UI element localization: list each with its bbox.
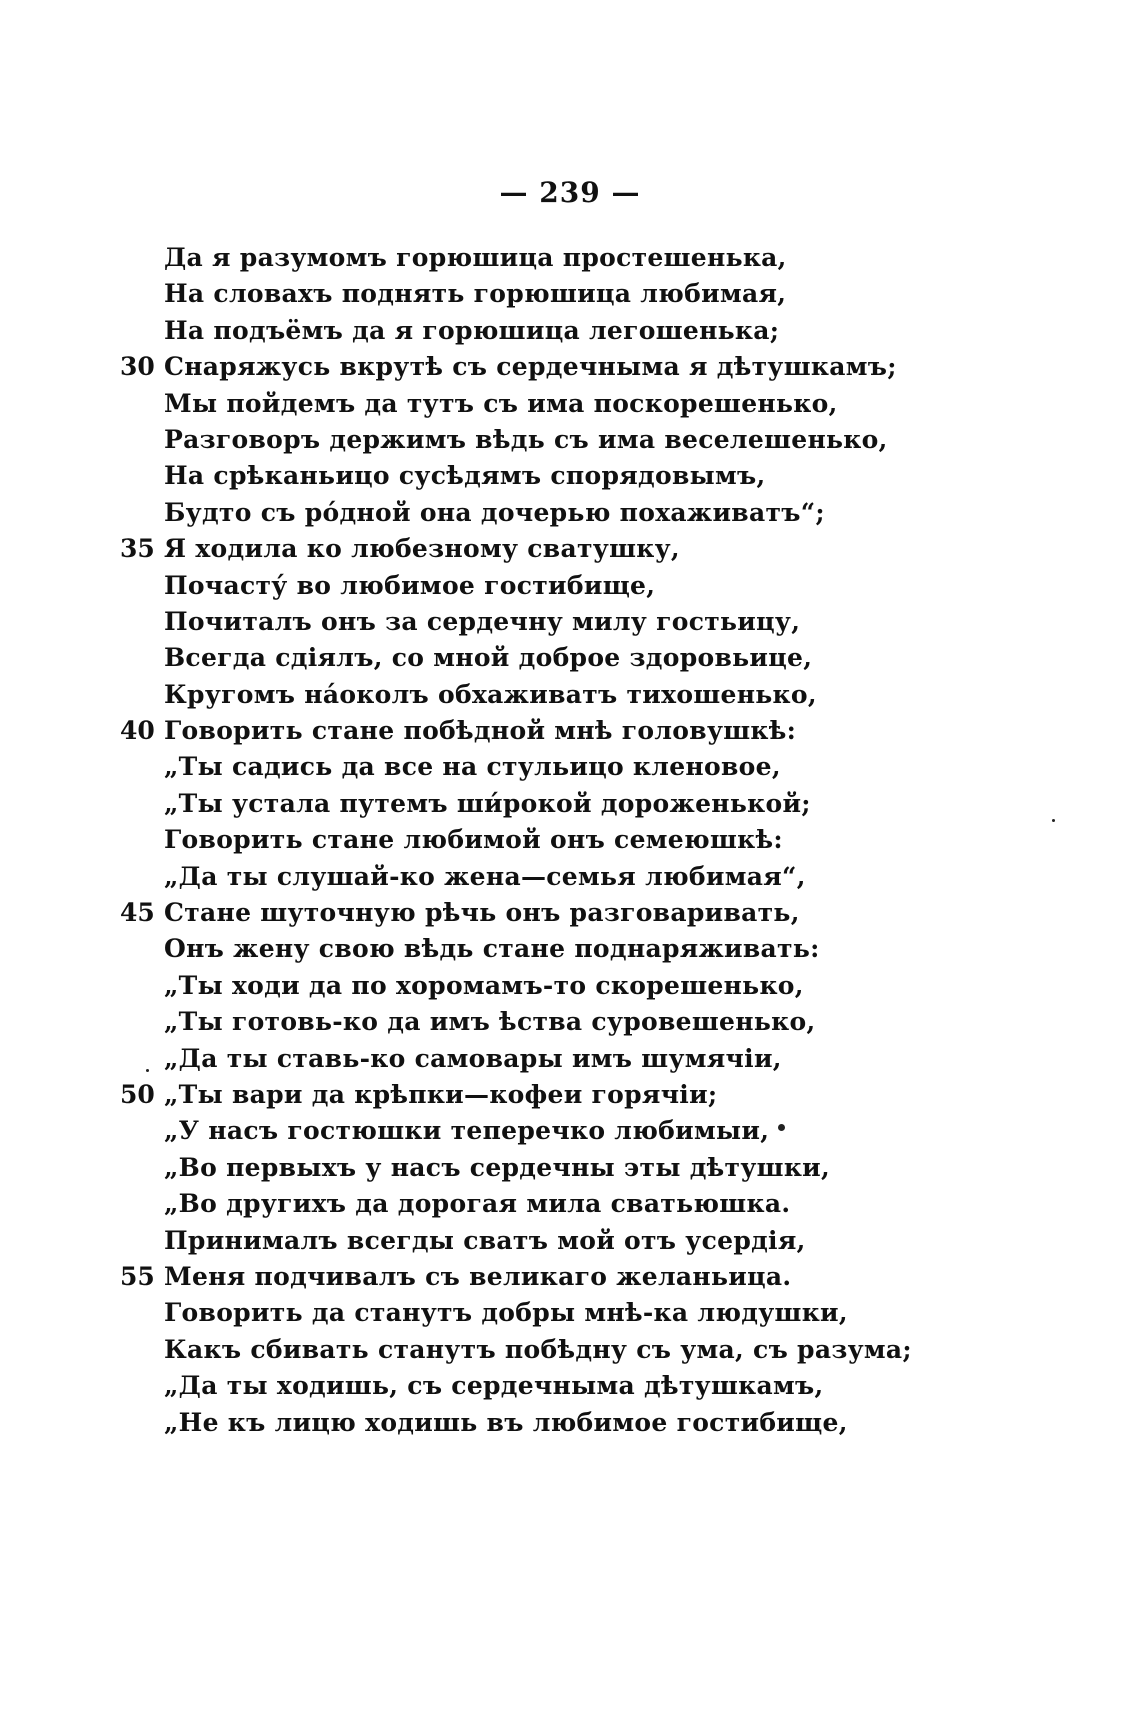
line-text: Принималъ всегды сватъ мой отъ усердiя, bbox=[164, 1225, 806, 1255]
verse-line bbox=[0, 1295, 1140, 1331]
verse-line bbox=[0, 386, 1140, 422]
verse-line bbox=[0, 1150, 1140, 1186]
verse-line bbox=[0, 1223, 1140, 1259]
line-text: Меня подчивалъ съ великаго желаньица. bbox=[164, 1261, 792, 1291]
line-text: „Да ты ставь-ко самовары имъ шумячiи, bbox=[164, 1043, 782, 1073]
verse-line bbox=[0, 859, 1140, 895]
verse-line bbox=[0, 1332, 1140, 1368]
line-text: „Ты ходи да по хоромамъ-то скорешенько, bbox=[164, 970, 804, 1000]
verse-line bbox=[0, 822, 1140, 858]
line-text: „Во первыхъ у насъ сердечны эты дѣтушки, bbox=[164, 1152, 831, 1182]
line-number: 50 bbox=[120, 1079, 155, 1109]
ink-speck bbox=[146, 1069, 149, 1072]
verse-line bbox=[0, 604, 1140, 640]
verse-line bbox=[0, 349, 1140, 385]
line-text: Стане шуточную рѣчь онъ разговаривать, bbox=[164, 898, 800, 928]
verse-line bbox=[0, 240, 1140, 276]
line-text: Онъ жену свою вѣдь стане поднаряживать: bbox=[164, 934, 820, 964]
line-text: „Ты вари да крѣпки—кофеи горячiи; bbox=[164, 1079, 718, 1109]
line-text: „Ты устала путемъ ши́рокой дороженькой; bbox=[164, 788, 811, 818]
line-text: „У насъ гостюшки теперечко любимыи, bbox=[164, 1116, 770, 1146]
verse-line bbox=[0, 786, 1140, 822]
ink-speck bbox=[778, 1124, 785, 1131]
line-text: „Ты готовь-ко да имъ ѣства суровешенько, bbox=[164, 1007, 816, 1037]
verse-line bbox=[0, 1077, 1140, 1113]
verse-line bbox=[0, 1004, 1140, 1040]
verse-line bbox=[0, 1259, 1140, 1295]
verse-line bbox=[0, 931, 1140, 967]
ink-speck bbox=[1052, 819, 1055, 822]
line-text: Мы пойдемъ да тутъ съ има поскорешенько, bbox=[164, 388, 838, 418]
verse-line bbox=[0, 1113, 1140, 1149]
verse-line bbox=[0, 895, 1140, 931]
line-text: Говорить стане любимой онъ семеюшкѣ: bbox=[164, 825, 783, 855]
verse-line bbox=[0, 968, 1140, 1004]
line-text: На срѣканьицо сусѣдямъ спорядовымъ, bbox=[164, 461, 766, 491]
line-text: „Да ты слушай-ко жена—семья любимая“, bbox=[164, 861, 806, 891]
line-text: „Не къ лицю ходишь въ любимое гостибище, bbox=[164, 1407, 848, 1437]
line-text: На словахъ поднять горюшица любимая, bbox=[164, 279, 787, 309]
verse-line bbox=[0, 1405, 1140, 1441]
line-text: „Да ты ходишь, съ сердечныма дѣтушкамъ, bbox=[164, 1371, 824, 1401]
line-number: 40 bbox=[120, 716, 155, 746]
verse-line bbox=[0, 677, 1140, 713]
line-text: Кругомъ на́околъ обхаживатъ тихошенько, bbox=[164, 679, 817, 709]
verse-line bbox=[0, 422, 1140, 458]
page-number: — 239 — bbox=[499, 176, 641, 209]
line-text: Говорить да станутъ добры мнѣ-ка людушки, bbox=[164, 1298, 848, 1328]
line-text: Почиталъ онъ за сердечну милу гостьицу, bbox=[164, 606, 801, 636]
verse-line bbox=[0, 495, 1140, 531]
line-text: Почасту́ во любимое гостибище, bbox=[164, 570, 656, 600]
line-text: Говорить стане побѣдной мнѣ головушкѣ: bbox=[164, 716, 797, 746]
line-text: Снаряжусь вкрутѣ съ сердечныма я дѣтушкамъ; bbox=[164, 352, 897, 382]
verse-line bbox=[0, 531, 1140, 567]
line-text: Будто съ ро́дной она дочерью похаживатъ“; bbox=[164, 497, 825, 527]
line-text: Разговоръ держимъ вѣдь съ има веселешенько, bbox=[164, 424, 888, 454]
verse-line bbox=[0, 313, 1140, 349]
verse-line bbox=[0, 458, 1140, 494]
verse-line bbox=[0, 1368, 1140, 1404]
line-text: „Во другихъ да дорогая мила сватьюшка. bbox=[164, 1189, 791, 1219]
line-text: Какъ сбивать станутъ побѣдну съ ума, съ разума; bbox=[164, 1334, 912, 1364]
verse-line bbox=[0, 713, 1140, 749]
verse-line bbox=[0, 568, 1140, 604]
line-number: 30 bbox=[120, 352, 155, 382]
verse-line bbox=[0, 276, 1140, 312]
poem-body bbox=[0, 240, 1140, 1441]
line-text: На подъёмъ да я горюшица легошенька; bbox=[164, 315, 780, 345]
verse-line bbox=[0, 1041, 1140, 1077]
line-text: „Ты садись да все на стульицо кленовое, bbox=[164, 752, 781, 782]
verse-line bbox=[0, 749, 1140, 785]
line-number: 55 bbox=[120, 1261, 155, 1291]
line-text: Да я разумомъ горюшица простешенька, bbox=[164, 243, 787, 272]
line-text: Я ходила ко любезному сватушку, bbox=[164, 534, 680, 564]
line-number: 45 bbox=[120, 898, 155, 928]
line-number: 35 bbox=[120, 534, 155, 564]
verse-line bbox=[0, 1186, 1140, 1222]
line-text: Всегда сдiялъ, со мной доброе здоровьице, bbox=[164, 643, 813, 673]
verse-line bbox=[0, 640, 1140, 676]
